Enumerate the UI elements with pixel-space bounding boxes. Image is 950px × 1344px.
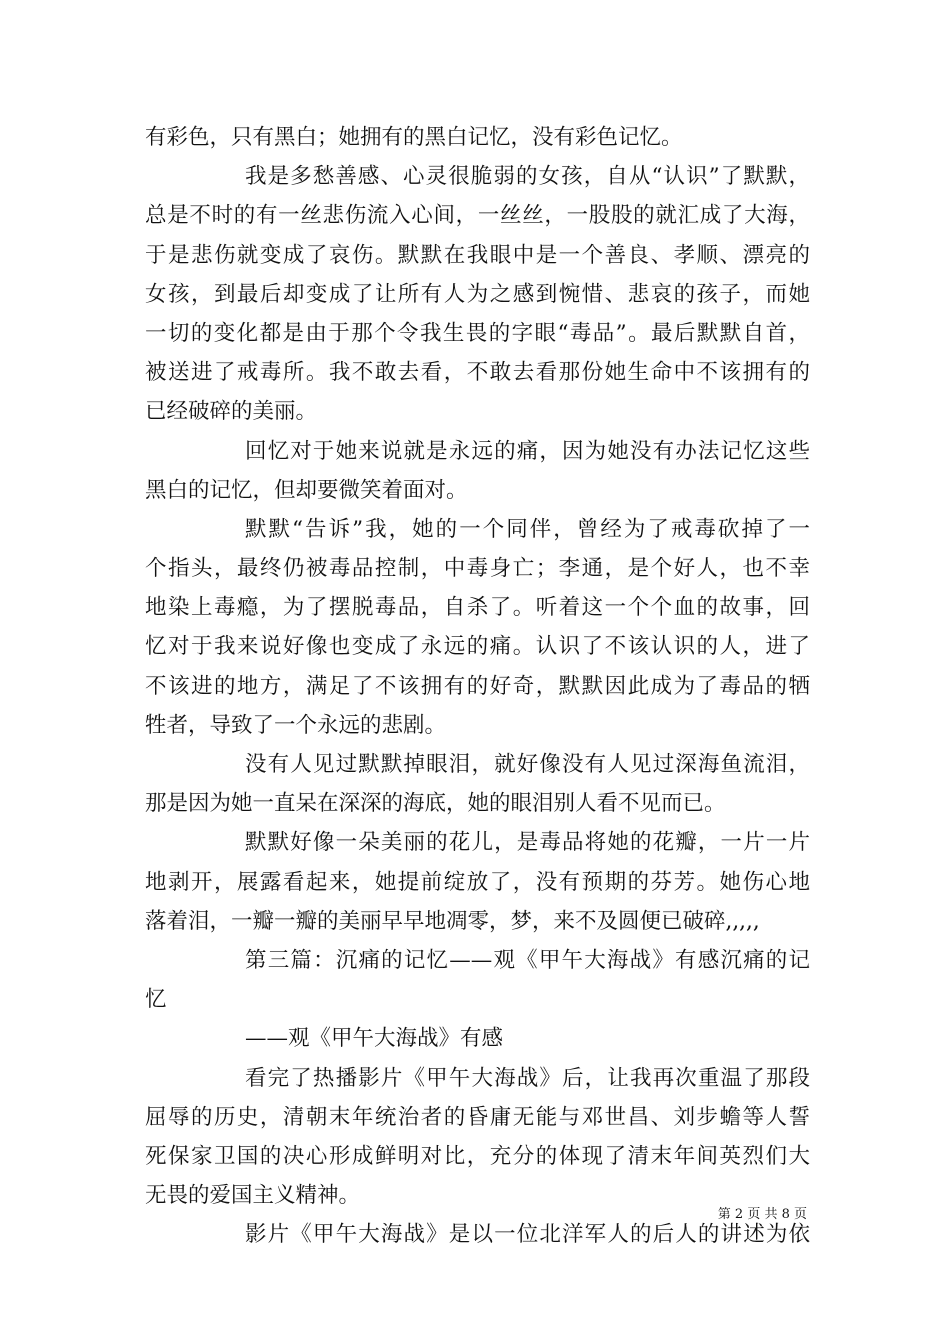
text-line: 那是因为她一直呆在深深的海底，她的眼泪别人看不见而已。 bbox=[145, 791, 726, 817]
text-line: 地剥开，展露看起来，她提前绽放了，没有预期的芬芳。她伤心地 bbox=[145, 869, 810, 895]
text-line: 个指头，最终仍被毒品控制，中毒身亡；李通，是个好人，也不幸 bbox=[145, 556, 810, 582]
text-line: 回忆对于她来说就是永远的痛，因为她没有办法记忆这些 bbox=[245, 438, 810, 464]
text-line: 死保家卫国的决心形成鲜明对比，充分的体现了清末年间英烈们大 bbox=[145, 1143, 810, 1169]
text-line: 有彩色，只有黑白；她拥有的黑白记忆，没有彩色记忆。 bbox=[145, 125, 683, 150]
text-line: 第三篇：沉痛的记忆——观《甲午大海战》有感沉痛的记 bbox=[245, 947, 810, 973]
text-line: 默默“告诉”我，她的一个同伴，曾经为了戒毒砍掉了一 bbox=[245, 516, 810, 542]
text-line: 总是不时的有一丝悲伤流入心间，一丝丝，一股股的就汇成了大海， bbox=[145, 203, 810, 229]
text-line: 默默好像一朵美丽的花儿，是毒品将她的花瓣，一片一片 bbox=[245, 830, 810, 856]
document-body bbox=[145, 118, 810, 1254]
text-line: 影片《甲午大海战》是以一位北洋军人的后人的讲述为依 bbox=[245, 1222, 810, 1248]
text-line: 看完了热播影片《甲午大海战》后，让我再次重温了那段 bbox=[245, 1065, 810, 1091]
text-line: ——观《甲午大海战》有感 bbox=[245, 1026, 504, 1052]
text-line: 一切的变化都是由于那个令我生畏的字眼“毒品”。最后默默自首， bbox=[145, 320, 810, 346]
text-line: 忆对于我来说好像也变成了永远的痛。认识了不该认识的人，进了 bbox=[145, 634, 810, 660]
text-line: 没有人见过默默掉眼泪，就好像没有人见过深海鱼流泪， bbox=[245, 752, 810, 777]
text-line: 无畏的爱国主义精神。 bbox=[145, 1183, 361, 1209]
text-line: 于是悲伤就变成了哀伤。默默在我眼中是一个善良、孝顺、漂亮的 bbox=[145, 242, 810, 268]
text-line: 被送进了戒毒所。我不敢去看，不敢去看那份她生命中不该拥有的 bbox=[145, 360, 810, 386]
text-line: 屈辱的历史，清朝末年统治者的昏庸无能与邓世昌、刘步蟾等人誓 bbox=[145, 1104, 810, 1130]
text-line: 落着泪，一瓣一瓣的美丽早早地凋零，梦，来不及圆便已破碎,,,,, bbox=[145, 908, 760, 934]
text-line: 不该进的地方，满足了不该拥有的好奇，默默因此成为了毒品的牺 bbox=[145, 673, 810, 699]
text-line: 地染上毒瘾，为了摆脱毒品，自杀了。听着这一个个血的故事，回 bbox=[145, 595, 810, 621]
text-line: 忆 bbox=[145, 987, 167, 1013]
text-line: 已经破碎的美丽。 bbox=[145, 399, 318, 425]
page-number-footer: 第 2 页 共 8 页 bbox=[717, 1207, 807, 1222]
text-line: 我是多愁善感、心灵很脆弱的女孩，自从“认识”了默默， bbox=[245, 164, 810, 190]
text-line: 女孩，到最后却变成了让所有人为之感到惋惜、悲哀的孩子，而她 bbox=[145, 281, 810, 307]
text-line: 牲者，导致了一个永远的悲剧。 bbox=[145, 712, 447, 738]
text-line: 黑白的记忆，但却要微笑着面对。 bbox=[145, 477, 468, 503]
